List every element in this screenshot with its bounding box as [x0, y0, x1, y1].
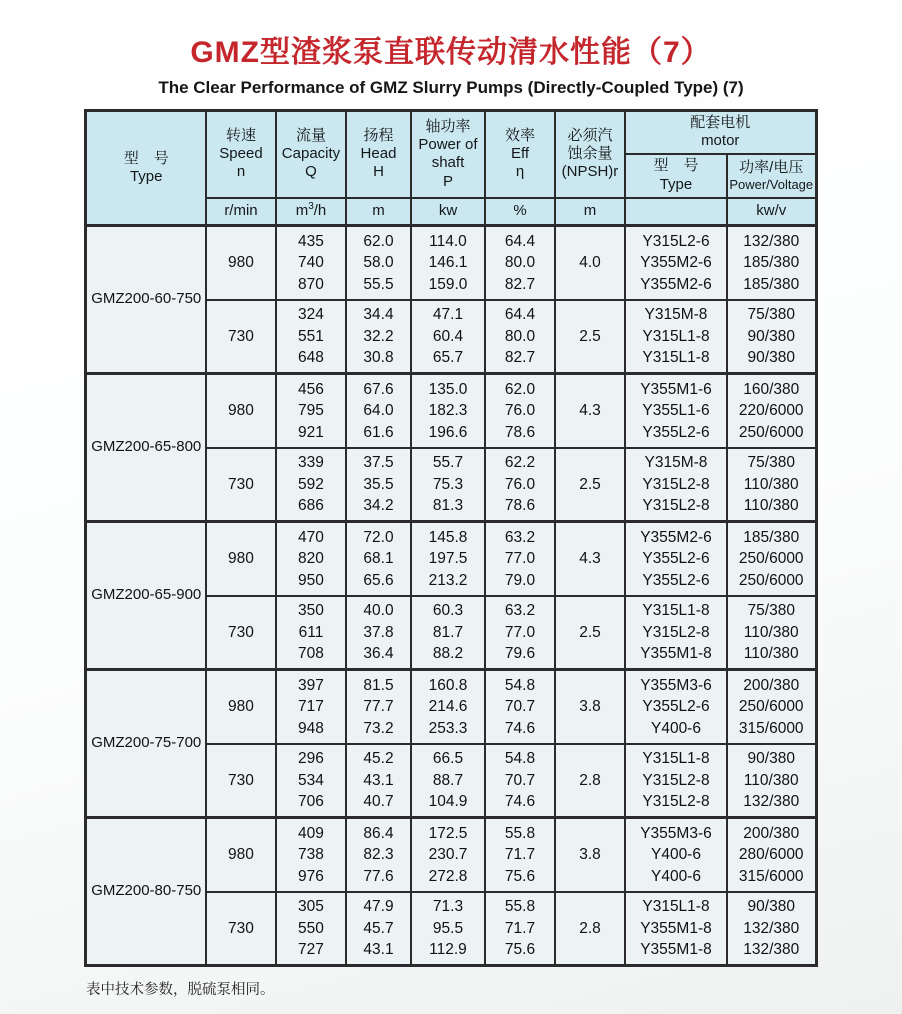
shaft-power-cell: 160.8 214.6 253.3 [411, 670, 485, 744]
head-cell: 67.6 64.0 61.6 [346, 374, 411, 448]
head-cell: 81.5 77.7 73.2 [346, 670, 411, 744]
eff-cell: 55.8 71.7 75.6 [485, 818, 555, 892]
npsh-cell: 4.3 [555, 374, 625, 448]
speed-cell: 730 [206, 744, 276, 818]
npsh-cell: 2.8 [555, 744, 625, 818]
head-cell: 34.4 32.2 30.8 [346, 300, 411, 374]
unit-npsh: m [555, 198, 625, 226]
pump-model-cell: GMZ200-60-750 [86, 226, 206, 374]
npsh-cell: 3.8 [555, 670, 625, 744]
head-cell: 45.2 43.1 40.7 [346, 744, 411, 818]
unit-eff: % [485, 198, 555, 226]
table-row [86, 374, 816, 448]
eff-cell: 63.2 77.0 79.0 [485, 522, 555, 596]
motor-model-cell: Y315L1-8 Y315L2-8 Y315L2-8 [625, 744, 727, 818]
pump-model-cell: GMZ200-65-900 [86, 522, 206, 670]
speed-cell: 980 [206, 818, 276, 892]
capacity-cell: 435 740 870 [276, 226, 346, 300]
motor-power-cell: 200/380 280/6000 315/6000 [727, 818, 816, 892]
eff-cell: 62.0 76.0 78.6 [485, 374, 555, 448]
motor-power-cell: 200/380 250/6000 315/6000 [727, 670, 816, 744]
head-cell: 40.0 37.8 36.4 [346, 596, 411, 670]
page-subtitle: The Clear Performance of GMZ Slurry Pumps (Directly-Coupled Type) (7) [158, 78, 744, 97]
motor-power-cell: 132/380 185/380 185/380 [727, 226, 816, 300]
pump-model-cell: GMZ200-75-700 [86, 670, 206, 818]
motor-model-cell: Y355M2-6 Y355L2-6 Y355L2-6 [625, 522, 727, 596]
capacity-cell: 296 534 706 [276, 744, 346, 818]
speed-cell: 980 [206, 670, 276, 744]
shaft-power-cell: 55.7 75.3 81.3 [411, 448, 485, 522]
unit-motor-model [625, 198, 727, 226]
shaft-power-cell: 145.8 197.5 213.2 [411, 522, 485, 596]
col-header-shaft-power: 轴功率 Power of shaft P [411, 111, 485, 198]
motor-power-cell: 160/380 220/6000 250/6000 [727, 374, 816, 448]
speed-cell: 980 [206, 374, 276, 448]
col-header-capacity: 流量 Capacity Q [276, 111, 346, 198]
capacity-cell: 409 738 976 [276, 818, 346, 892]
eff-cell: 54.8 70.7 74.6 [485, 670, 555, 744]
motor-model-cell: Y315M-8 Y315L1-8 Y315L1-8 [625, 300, 727, 374]
motor-model-cell: Y315M-8 Y315L2-8 Y315L2-8 [625, 448, 727, 522]
table-row [86, 818, 816, 892]
npsh-cell: 4.0 [555, 226, 625, 300]
shaft-power-cell: 172.5 230.7 272.8 [411, 818, 485, 892]
motor-model-cell: Y355M3-6 Y355L2-6 Y400-6 [625, 670, 727, 744]
npsh-cell: 2.5 [555, 448, 625, 522]
unit-speed: r/min [206, 198, 276, 226]
shaft-power-cell: 135.0 182.3 196.6 [411, 374, 485, 448]
speed-cell: 730 [206, 300, 276, 374]
pump-model-cell: GMZ200-80-750 [86, 818, 206, 966]
eff-cell: 64.4 80.0 82.7 [485, 226, 555, 300]
capacity-cell: 456 795 921 [276, 374, 346, 448]
pump-performance-table [84, 109, 817, 967]
shaft-power-cell: 47.1 60.4 65.7 [411, 300, 485, 374]
footnote: 表中技术参数，脱硫泵相同。 [86, 982, 275, 999]
capacity-cell: 305 550 727 [276, 892, 346, 966]
npsh-cell: 2.5 [555, 596, 625, 670]
col-header-npsh: 必须汽 蚀余量 (NPSH)r [555, 111, 625, 198]
shaft-power-cell: 66.5 88.7 104.9 [411, 744, 485, 818]
motor-model-cell: Y355M3-6 Y400-6 Y400-6 [625, 818, 727, 892]
motor-power-cell: 90/380 110/380 132/380 [727, 744, 816, 818]
col-header-head: 扬程 Head H [346, 111, 411, 198]
unit-head: m [346, 198, 411, 226]
capacity-cell: 470 820 950 [276, 522, 346, 596]
motor-power-cell: 185/380 250/6000 250/6000 [727, 522, 816, 596]
eff-cell: 62.2 76.0 78.6 [485, 448, 555, 522]
capacity-cell: 339 592 686 [276, 448, 346, 522]
unit-motor-power: kw/v [727, 198, 816, 226]
eff-cell: 64.4 80.0 82.7 [485, 300, 555, 374]
speed-cell: 980 [206, 522, 276, 596]
col-header-motor-power: 功率/电压 Power/Voltage [727, 154, 816, 198]
table-row [86, 670, 816, 744]
eff-cell: 54.8 70.7 74.6 [485, 744, 555, 818]
head-cell: 86.4 82.3 77.6 [346, 818, 411, 892]
speed-cell: 730 [206, 596, 276, 670]
speed-cell: 730 [206, 448, 276, 522]
motor-power-cell: 90/380 132/380 132/380 [727, 892, 816, 966]
page-title: GMZ型渣浆泵直联传动清水性能（7） [190, 36, 712, 69]
col-header-motor-group: 配套电机 motor [625, 111, 816, 154]
motor-power-cell: 75/380 110/380 110/380 [727, 596, 816, 670]
shaft-power-cell: 114.0 146.1 159.0 [411, 226, 485, 300]
table-body [86, 226, 816, 966]
unit-shaft-power: kw [411, 198, 485, 226]
capacity-cell: 350 611 708 [276, 596, 346, 670]
head-cell: 62.0 58.0 55.5 [346, 226, 411, 300]
eff-cell: 63.2 77.0 79.6 [485, 596, 555, 670]
shaft-power-cell: 60.3 81.7 88.2 [411, 596, 485, 670]
motor-power-cell: 75/380 110/380 110/380 [727, 448, 816, 522]
motor-model-cell: Y355M1-6 Y355L1-6 Y355L2-6 [625, 374, 727, 448]
capacity-cell: 324 551 648 [276, 300, 346, 374]
motor-power-cell: 75/380 90/380 90/380 [727, 300, 816, 374]
col-header-model: 型 号 Type [86, 111, 206, 226]
col-header-motor-model: 型 号 Type [625, 154, 727, 198]
motor-model-cell: Y315L2-6 Y355M2-6 Y355M2-6 [625, 226, 727, 300]
shaft-power-cell: 71.3 95.5 112.9 [411, 892, 485, 966]
table-row [86, 522, 816, 596]
eff-cell: 55.8 71.7 75.6 [485, 892, 555, 966]
head-cell: 47.9 45.7 43.1 [346, 892, 411, 966]
speed-cell: 730 [206, 892, 276, 966]
unit-capacity: $m^3/h$ [276, 198, 346, 226]
npsh-cell: 3.8 [555, 818, 625, 892]
head-cell: 37.5 35.5 34.2 [346, 448, 411, 522]
npsh-cell: 4.3 [555, 522, 625, 596]
motor-model-cell: Y315L1-8 Y355M1-8 Y355M1-8 [625, 892, 727, 966]
table-row [86, 226, 816, 300]
pump-model-cell: GMZ200-65-800 [86, 374, 206, 522]
motor-model-cell: Y315L1-8 Y315L2-8 Y355M1-8 [625, 596, 727, 670]
head-cell: 72.0 68.1 65.6 [346, 522, 411, 596]
npsh-cell: 2.8 [555, 892, 625, 966]
col-header-speed: 转速 Speed n [206, 111, 276, 198]
speed-cell: 980 [206, 226, 276, 300]
npsh-cell: 2.5 [555, 300, 625, 374]
capacity-cell: 397 717 948 [276, 670, 346, 744]
col-header-eff: 效率 Eff η [485, 111, 555, 198]
